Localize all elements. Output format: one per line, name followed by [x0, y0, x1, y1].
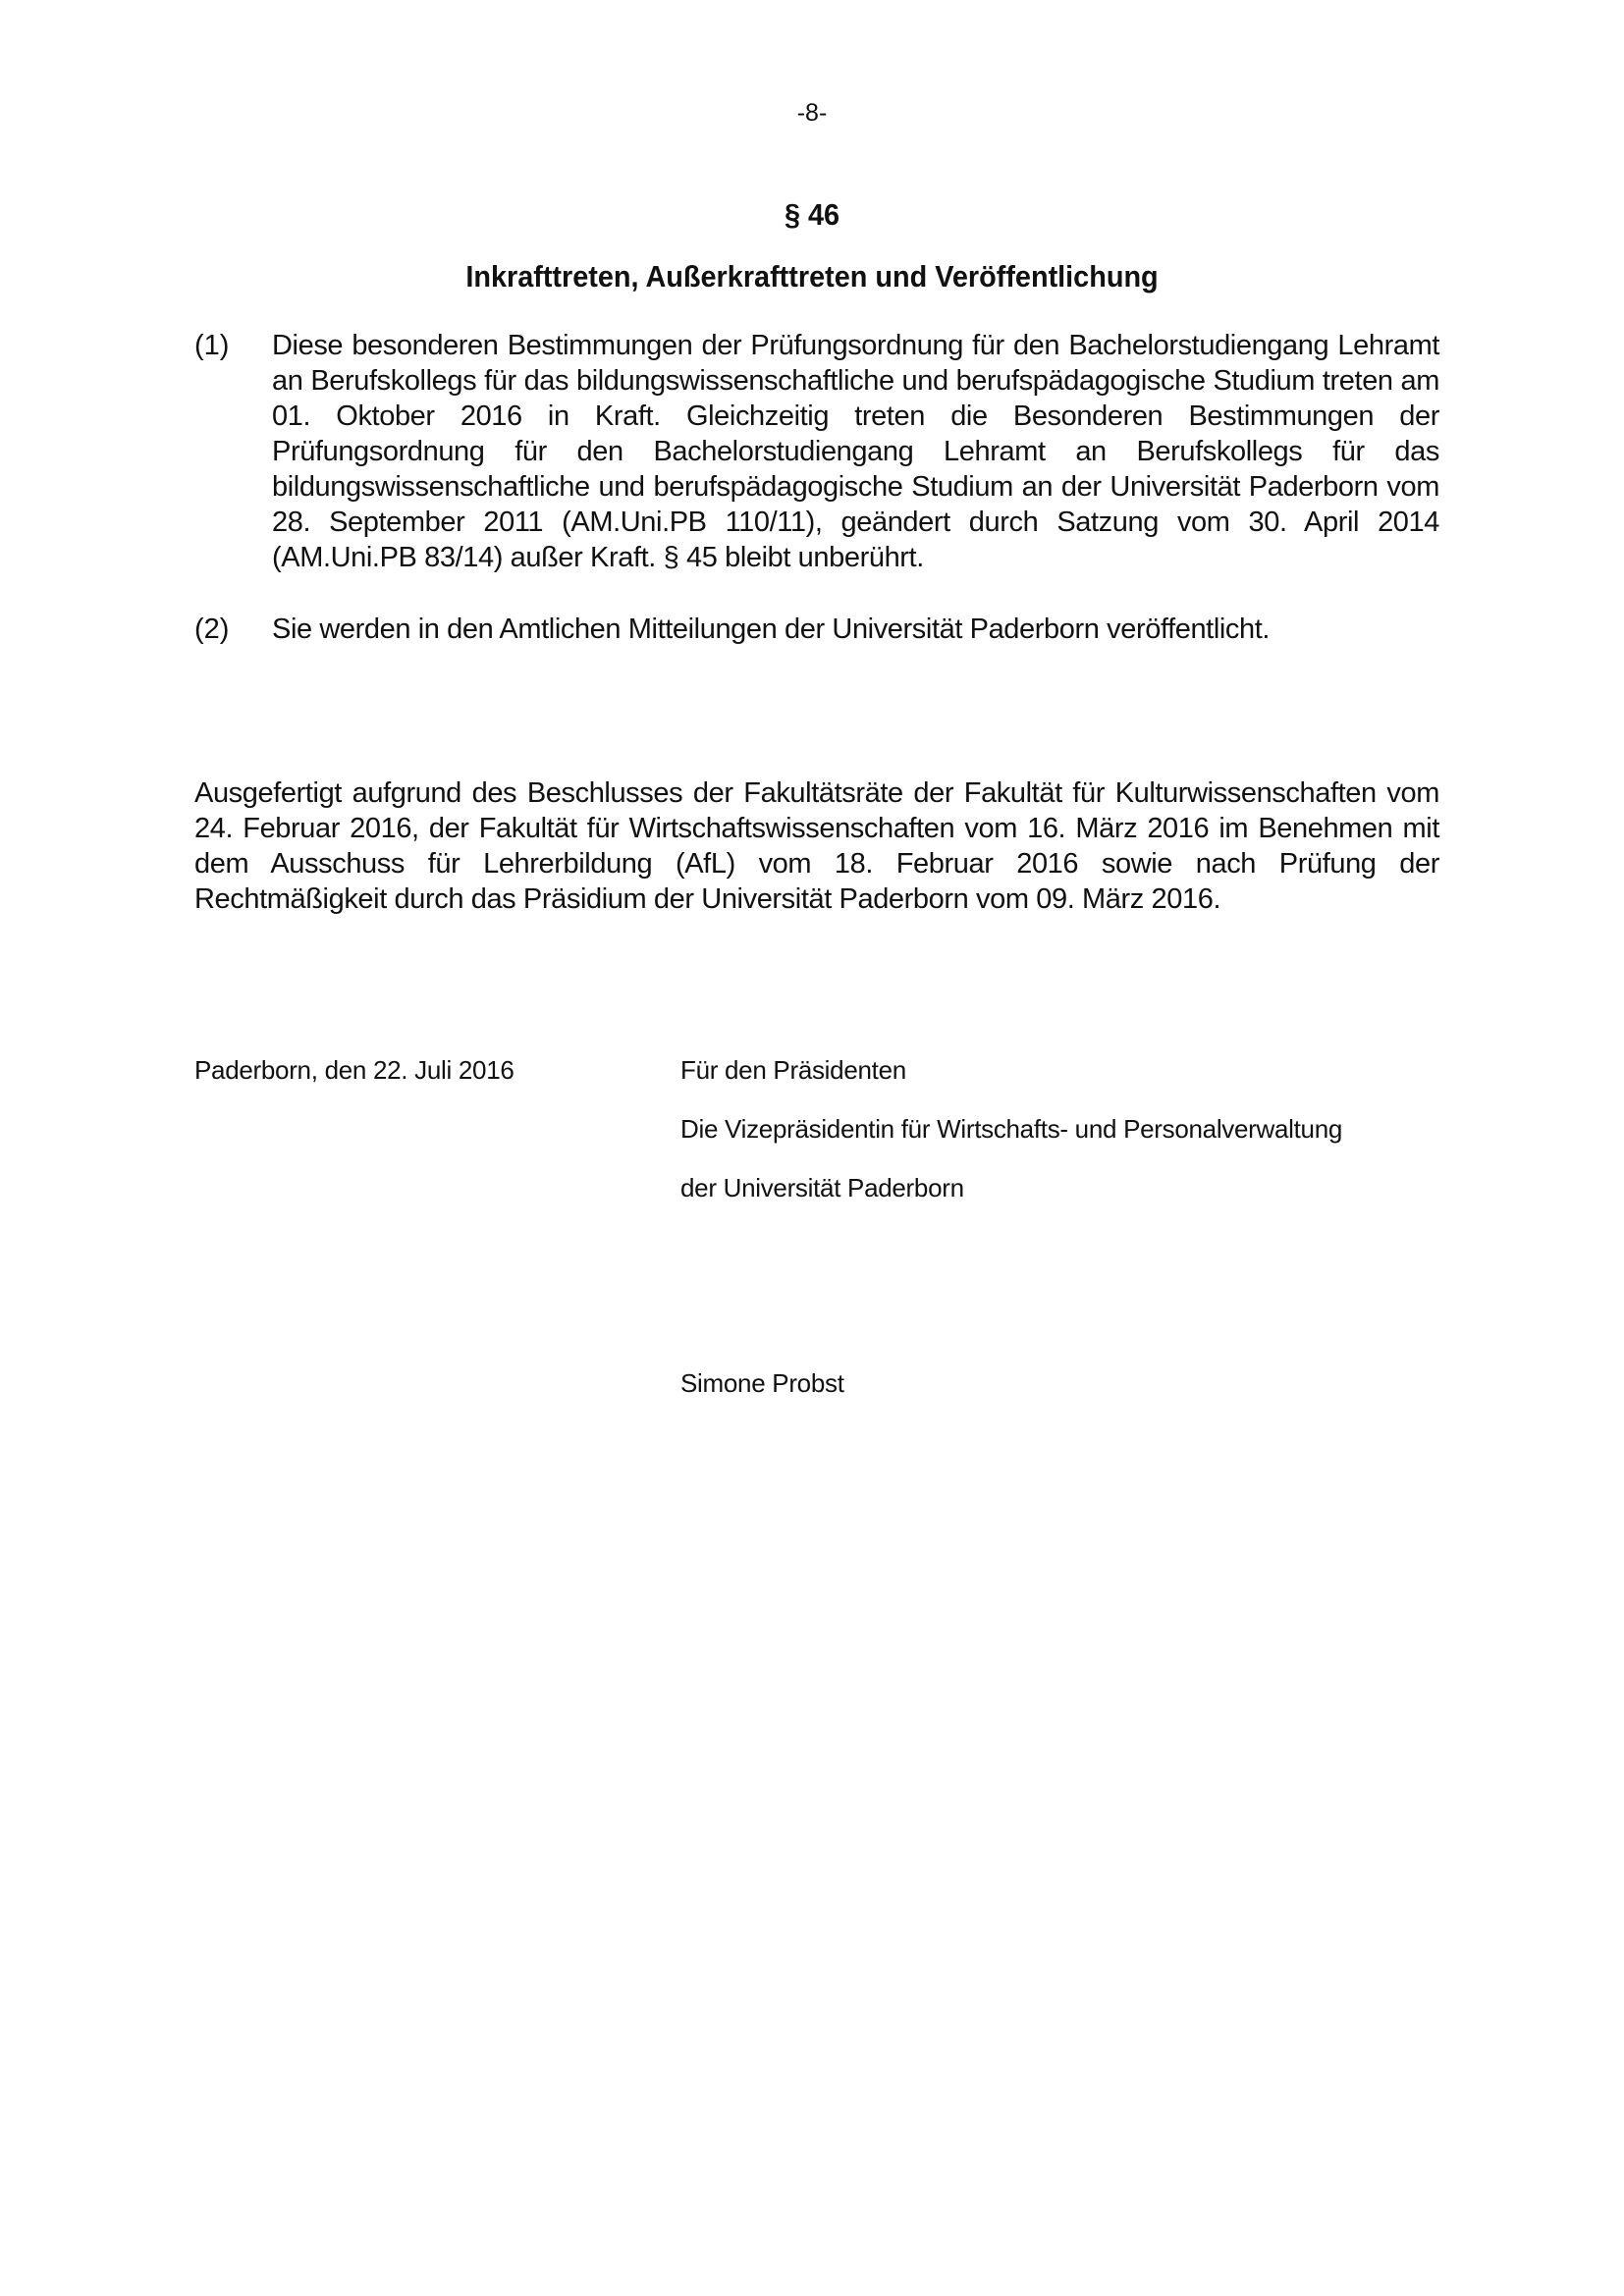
signature-on-behalf: Für den Präsidenten — [680, 1055, 906, 1085]
section-number: § 46 — [784, 197, 840, 232]
page-number: -8- — [796, 99, 828, 127]
paragraph-text: Sie werden in den Amtlichen Mitteilungen der Universität Paderborn veröffentlicht. — [272, 614, 1271, 645]
closing-statement: Ausgefertigt aufgrund des Beschlusses der Fakultätsräte der Fakultät für Kulturwissenschaften vom 24. Februar 2016, der Fakultät für Wirtschaftswissenschaften vom 16. März 2016 im Benehmen mit dem Ausschuss für Lehrerbildung (AfL) vom 18. Februar 2016 sowie nach Prüfung der Rechtmäßigkeit durch das Präsidium der Universität Paderborn vom 09. März 2016. — [194, 777, 1439, 915]
paragraph-text: Diese besonderen Bestimmungen der Prüfungsordnung für den Bachelorstudiengang Lehramt an Berufskollegs für das bildungswissenschaftliche und berufspädagogische Studium treten am 01. Oktober 2016 in Kraft. Gleichzeitig treten die Besonderen Bestimmungen der Prüfungsordnung für den Bachelorstudiengang Lehramt an Berufskollegs für das bildungswissenschaftliche und berufspädagogische Studium an der Universität Paderborn vom 28. September 2011 (AM.Uni.PB 110/11), geändert durch Satzung vom 30. April 2014 (AM.Uni.PB 83/14) außer Kraft. § 45 bleibt unberührt. — [272, 330, 1439, 573]
signature-role: Die Vizepräsidentin für Wirtschafts- und Personalverwaltung — [680, 1114, 1343, 1144]
signature-institution: der Universität Paderborn — [680, 1173, 964, 1202]
section-title: Inkrafttreten, Außerkrafttreten und Veröffentlichung — [465, 259, 1159, 294]
signatory-name: Simone Probst — [680, 1368, 844, 1398]
paragraph-1 — [194, 328, 1439, 575]
paragraph-number: (1) — [194, 330, 230, 361]
paragraph-number: (2) — [194, 614, 230, 645]
signature-place-date: Paderborn, den 22. Juli 2016 — [194, 1055, 514, 1085]
paragraph-2 — [194, 612, 1439, 647]
